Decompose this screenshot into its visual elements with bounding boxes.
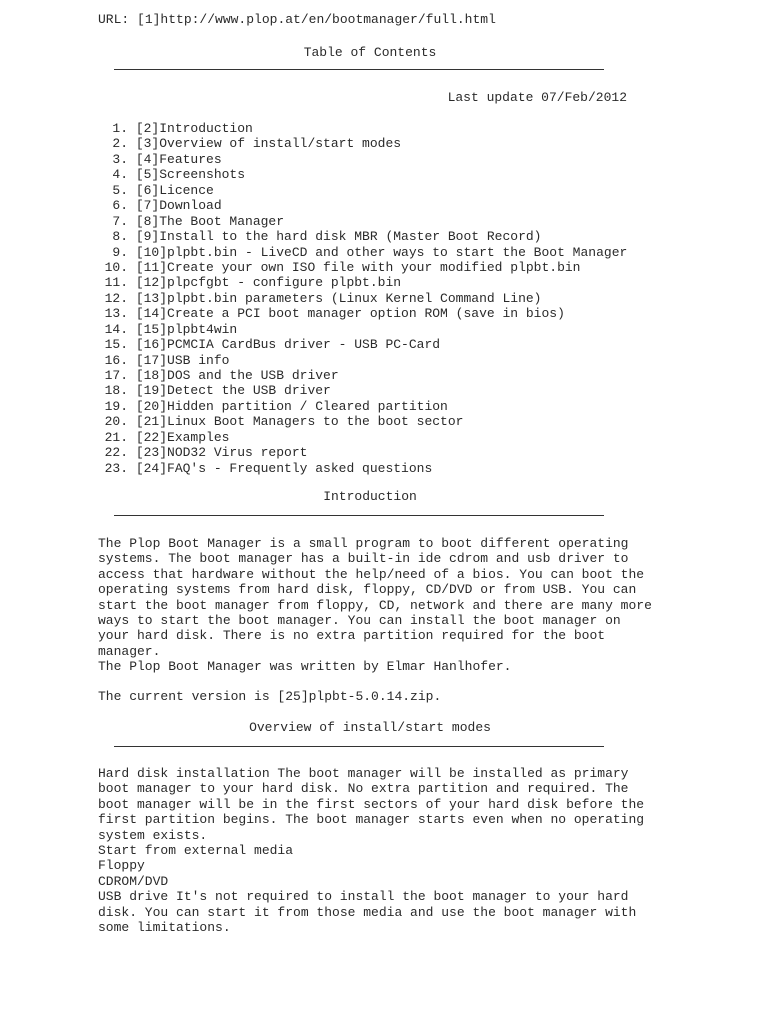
toc-item-link[interactable]: [8]The Boot Manager (135, 213, 285, 229)
url-label: URL: (98, 12, 138, 27)
toc-item[interactable] (98, 245, 627, 260)
toc-item-number: 19. (104, 398, 128, 414)
toc-item[interactable] (98, 183, 627, 198)
toc-item-link[interactable]: [16]PCMCIA CardBus driver - USB PC-Card (135, 337, 441, 353)
url-line (98, 12, 496, 27)
toc-item[interactable] (98, 198, 627, 213)
toc-item-link[interactable]: [6]Licence (135, 182, 214, 198)
toc-item-number: 21. (104, 429, 128, 445)
toc-item[interactable] (98, 445, 627, 460)
toc-item-link[interactable]: [23]NOD32 Virus report (135, 445, 308, 461)
toc-item-number: 22. (104, 445, 128, 461)
toc-item[interactable] (98, 337, 627, 352)
toc-item-number: 23. (104, 460, 128, 476)
url-link[interactable]: [1]http://www.plop.at/en/bootmanager/full.html (137, 12, 496, 27)
toc-item[interactable] (98, 306, 627, 321)
toc-item-number: 12. (104, 290, 128, 306)
toc-item-number: 9. (112, 244, 128, 260)
toc-item-link[interactable]: [2]Introduction (135, 121, 253, 136)
toc-item-link[interactable]: [20]Hidden partition / Cleared partition (135, 398, 448, 414)
overview-divider (114, 746, 604, 747)
toc-item[interactable] (98, 152, 627, 167)
toc-item[interactable] (98, 229, 627, 244)
toc-item[interactable] (98, 291, 627, 306)
toc-item-link[interactable]: [11]Create your own ISO file with your modified plpbt.bin (135, 259, 581, 275)
toc-item-link[interactable]: [18]DOS and the USB driver (135, 368, 339, 383)
toc-item[interactable] (98, 214, 627, 229)
toc-item-link[interactable]: [22]Examples (135, 429, 230, 445)
toc-item-link[interactable]: [10]plpbt.bin - LiveCD and other ways to start the Boot Manager (135, 244, 628, 260)
intro-heading: Introduction (323, 489, 417, 504)
toc-item-number: 18. (104, 383, 128, 399)
toc-item-number: 11. (104, 275, 128, 291)
toc-item[interactable] (98, 430, 627, 445)
toc-item-number: 2. (112, 136, 128, 152)
toc-item-link[interactable]: [9]Install to the hard disk MBR (Master Boot Record) (135, 229, 542, 245)
toc-item-link[interactable]: [12]plpcfgbt - configure plpbt.bin (135, 275, 402, 291)
toc-item[interactable] (98, 368, 627, 383)
toc-item-link[interactable]: [3]Overview of install/start modes (135, 136, 402, 152)
toc-item[interactable] (98, 353, 627, 368)
toc-item-number: 10. (104, 259, 128, 275)
toc-item-number: 1. (112, 121, 128, 136)
toc-item-link[interactable]: [17]USB info (135, 352, 230, 368)
last-update: Last update 07/Feb/2012 (447, 90, 627, 105)
toc-item-number: 6. (112, 198, 128, 214)
toc-item[interactable] (98, 414, 627, 429)
toc-item-number: 15. (104, 337, 128, 353)
toc-item-link[interactable]: [4]Features (135, 151, 222, 167)
toc-item-number: 8. (112, 229, 128, 245)
toc-title: Table of Contents (303, 45, 437, 60)
toc-item-number: 17. (104, 368, 128, 383)
toc-item-link[interactable]: [21]Linux Boot Managers to the boot sector (135, 414, 464, 430)
toc-item[interactable] (98, 383, 627, 398)
intro-divider (114, 515, 604, 516)
toc-item-link[interactable]: [15]plpbt4win (135, 321, 238, 337)
toc-item-link[interactable]: [14]Create a PCI boot manager option ROM (save in bios) (135, 306, 565, 322)
toc-item[interactable] (98, 260, 627, 275)
toc-item-number: 5. (112, 182, 128, 198)
toc-item-link[interactable]: [7]Download (135, 198, 222, 214)
toc-item-number: 7. (112, 213, 128, 229)
toc-list (98, 121, 627, 476)
toc-item[interactable] (98, 275, 627, 290)
toc-item-link[interactable]: [19]Detect the USB driver (135, 383, 331, 399)
toc-item[interactable] (98, 136, 627, 151)
toc-item-number: 3. (112, 151, 128, 167)
toc-divider (114, 69, 604, 70)
toc-item-number: 16. (104, 352, 128, 368)
toc-item-link[interactable]: [24]FAQ's - Frequently asked questions (135, 460, 433, 476)
toc-item-number: 20. (104, 414, 128, 430)
overview-heading: Overview of install/start modes (249, 720, 491, 735)
toc-item[interactable] (98, 322, 627, 337)
toc-item-link[interactable]: [5]Screenshots (135, 167, 246, 183)
intro-paragraph: The Plop Boot Manager is a small program to boot different operating systems. The boot manager has a built-in ide cdrom and usb driver to access that hardware without the help/need of a bios. You can boot the operating systems from hard disk, floppy, CD/DVD or from USB. You can start the boot manager from floppy, CD, network and there are many more ways to start the boot manager. You can install the boot manager on your hard disk. There is no extra partition required for the boot manager. The Plop Boot Manager was written by Elmar Hanlhofer. (98, 536, 652, 675)
toc-item[interactable] (98, 399, 627, 414)
overview-paragraph: Hard disk installation The boot manager will be installed as primary boot manager to your hard disk. No extra partition and required. The boot manager will be in the first sectors of your hard disk before the first partition begins. The boot manager starts even when no operating system exists. Start from external media Floppy CDROM/DVD USB drive It's not required to install the boot manager to your hard disk. You can start it from those media and use the boot manager with some limitations. (98, 766, 645, 936)
toc-item[interactable] (98, 121, 627, 136)
toc-item-link[interactable]: [13]plpbt.bin parameters (Linux Kernel Command Line) (135, 290, 542, 306)
version-line: The current version is [25]plpbt-5.0.14.zip. (98, 689, 442, 704)
toc-item-number: 14. (104, 321, 128, 337)
toc-item[interactable] (98, 461, 627, 476)
toc-item-number: 13. (104, 306, 128, 322)
toc-item[interactable] (98, 167, 627, 182)
toc-item-number: 4. (112, 167, 128, 183)
